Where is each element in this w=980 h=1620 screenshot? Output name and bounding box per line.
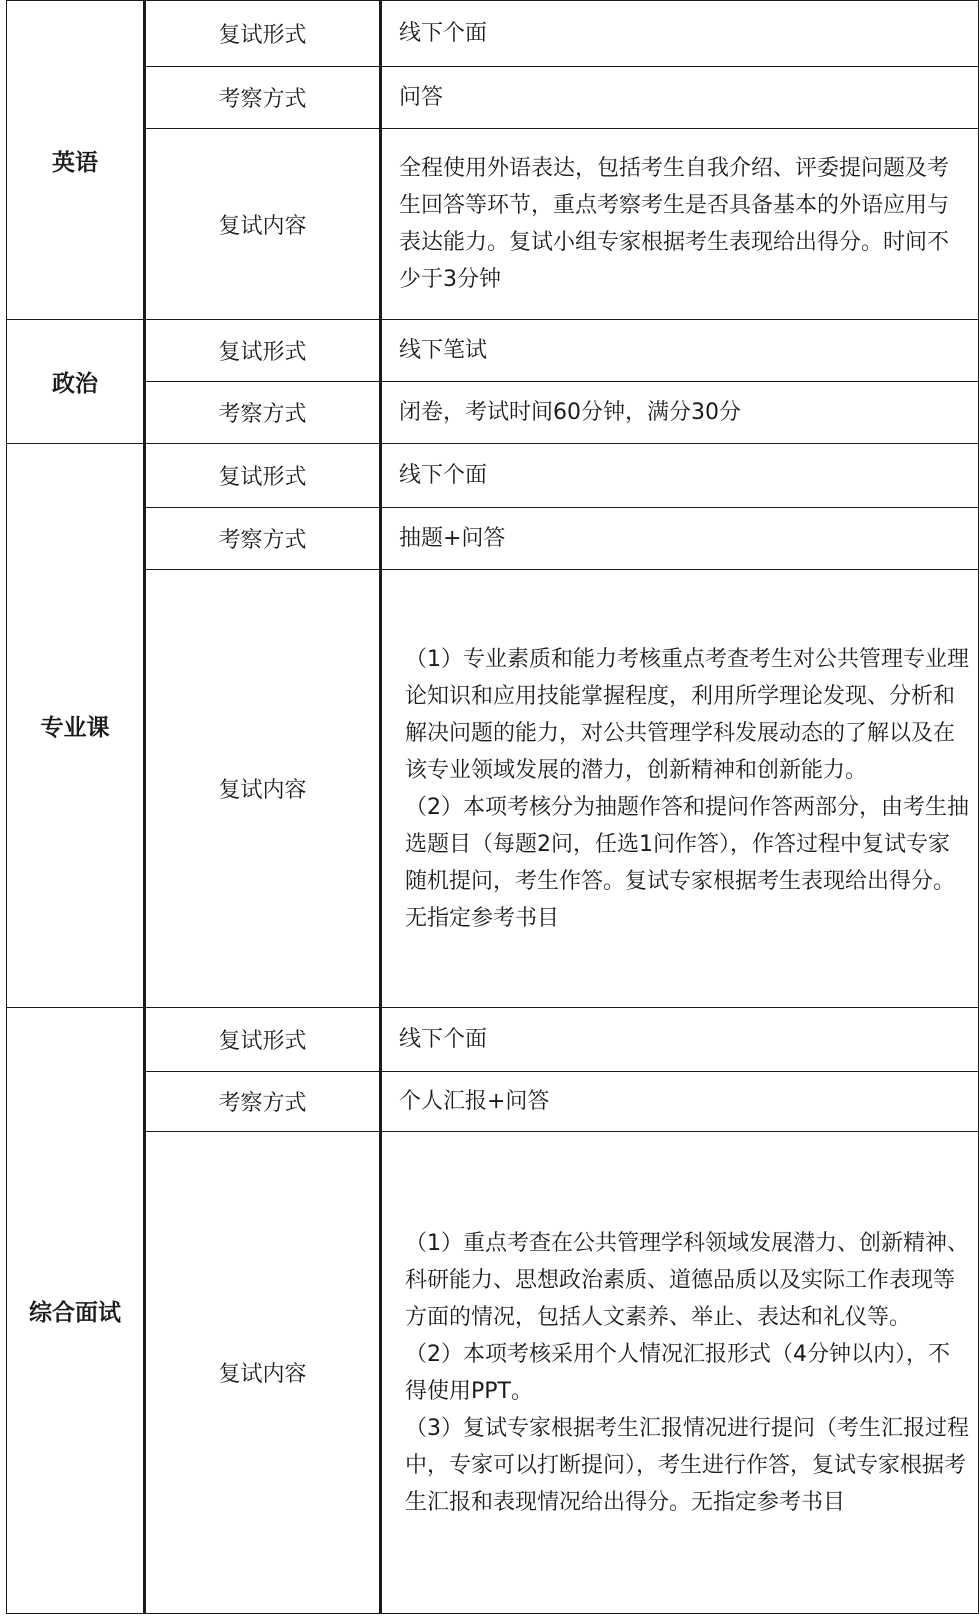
item-cell: 复试内容	[145, 1132, 381, 1614]
subject-cell: 英语	[7, 1, 145, 320]
table-row	[7, 444, 979, 508]
item-cell: 复试形式	[145, 1, 381, 67]
item-cell: 考察方式	[145, 67, 381, 129]
table-row	[7, 382, 979, 444]
table-row	[7, 1072, 979, 1132]
content-cell	[381, 1132, 979, 1614]
subject-cell: 综合面试	[7, 1008, 145, 1614]
content-cell: 抽题+问答	[381, 508, 979, 570]
item-cell: 复试内容	[145, 129, 381, 320]
content-paragraph: （1）重点考查在公共管理学科领域发展潜力、创新精神、科研能力、思想政治素质、道德品质以及实际工作表现等方面的情况，包括人文素养、举止、表达和礼仪等。	[405, 1230, 969, 1330]
item-cell: 考察方式	[145, 508, 381, 570]
table-row	[7, 67, 979, 129]
table-row	[7, 129, 979, 320]
table-row	[7, 1, 979, 67]
subject-cell: 政治	[7, 320, 145, 444]
content-paragraph: 全程使用外语表达，包括考生自我介绍、评委提问题及考生回答等环节，重点考察考生是否具备基本的外语应用与表达能力。复试小组专家根据考生表现给出得分。时间不少于3分钟	[399, 156, 950, 292]
content-paragraph: （2）本项考核采用个人情况汇报形式（4分钟以内），不得使用PPT。	[405, 1341, 950, 1404]
content-cell: 线下个面	[381, 1, 979, 67]
content-cell: 线下个面	[381, 1008, 979, 1072]
item-cell: 复试形式	[145, 1008, 381, 1072]
item-cell: 考察方式	[145, 1072, 381, 1132]
content-cell: 问答	[381, 67, 979, 129]
content-cell: 个人汇报+问答	[381, 1072, 979, 1132]
content-cell	[381, 570, 979, 1008]
content-cell: 线下个面	[381, 444, 979, 508]
table-row	[7, 320, 979, 382]
content-cell	[381, 129, 979, 320]
content-cell: 线下笔试	[381, 320, 979, 382]
table-row	[7, 1008, 979, 1072]
content-paragraph: （2）本项考核分为抽题作答和提问作答两部分，由考生抽选题目（每题2问，任选1问作答），作答过程中复试专家随机提问，考生作答。复试专家根据考生表现给出得分。无指定参考书目	[405, 794, 969, 931]
table-row	[7, 1132, 979, 1614]
item-cell: 复试内容	[145, 570, 381, 1008]
content-paragraph: （1）专业素质和能力考核重点考查考生对公共管理专业理论知识和应用技能掌握程度，利用所学理论发现、分析和解决问题的能力，对公共管理学科发展动态的了解以及在该专业领域发展的潜力，创新精神和创新能力。	[405, 646, 969, 783]
item-cell: 复试形式	[145, 320, 381, 382]
table-row	[7, 508, 979, 570]
table-row	[7, 570, 979, 1008]
content-paragraph: （3）复试专家根据考生汇报情况进行提问（考生汇报过程中，专家可以打断提问），考生进行作答，复试专家根据考生汇报和表现情况给出得分。无指定参考书目	[405, 1415, 969, 1515]
interview-table	[6, 0, 979, 1614]
subject-cell: 专业课	[7, 444, 145, 1008]
item-cell: 考察方式	[145, 382, 381, 444]
interview-table-body	[7, 1, 979, 1614]
content-cell: 闭卷，考试时间60分钟，满分30分	[381, 382, 979, 444]
item-cell: 复试形式	[145, 444, 381, 508]
